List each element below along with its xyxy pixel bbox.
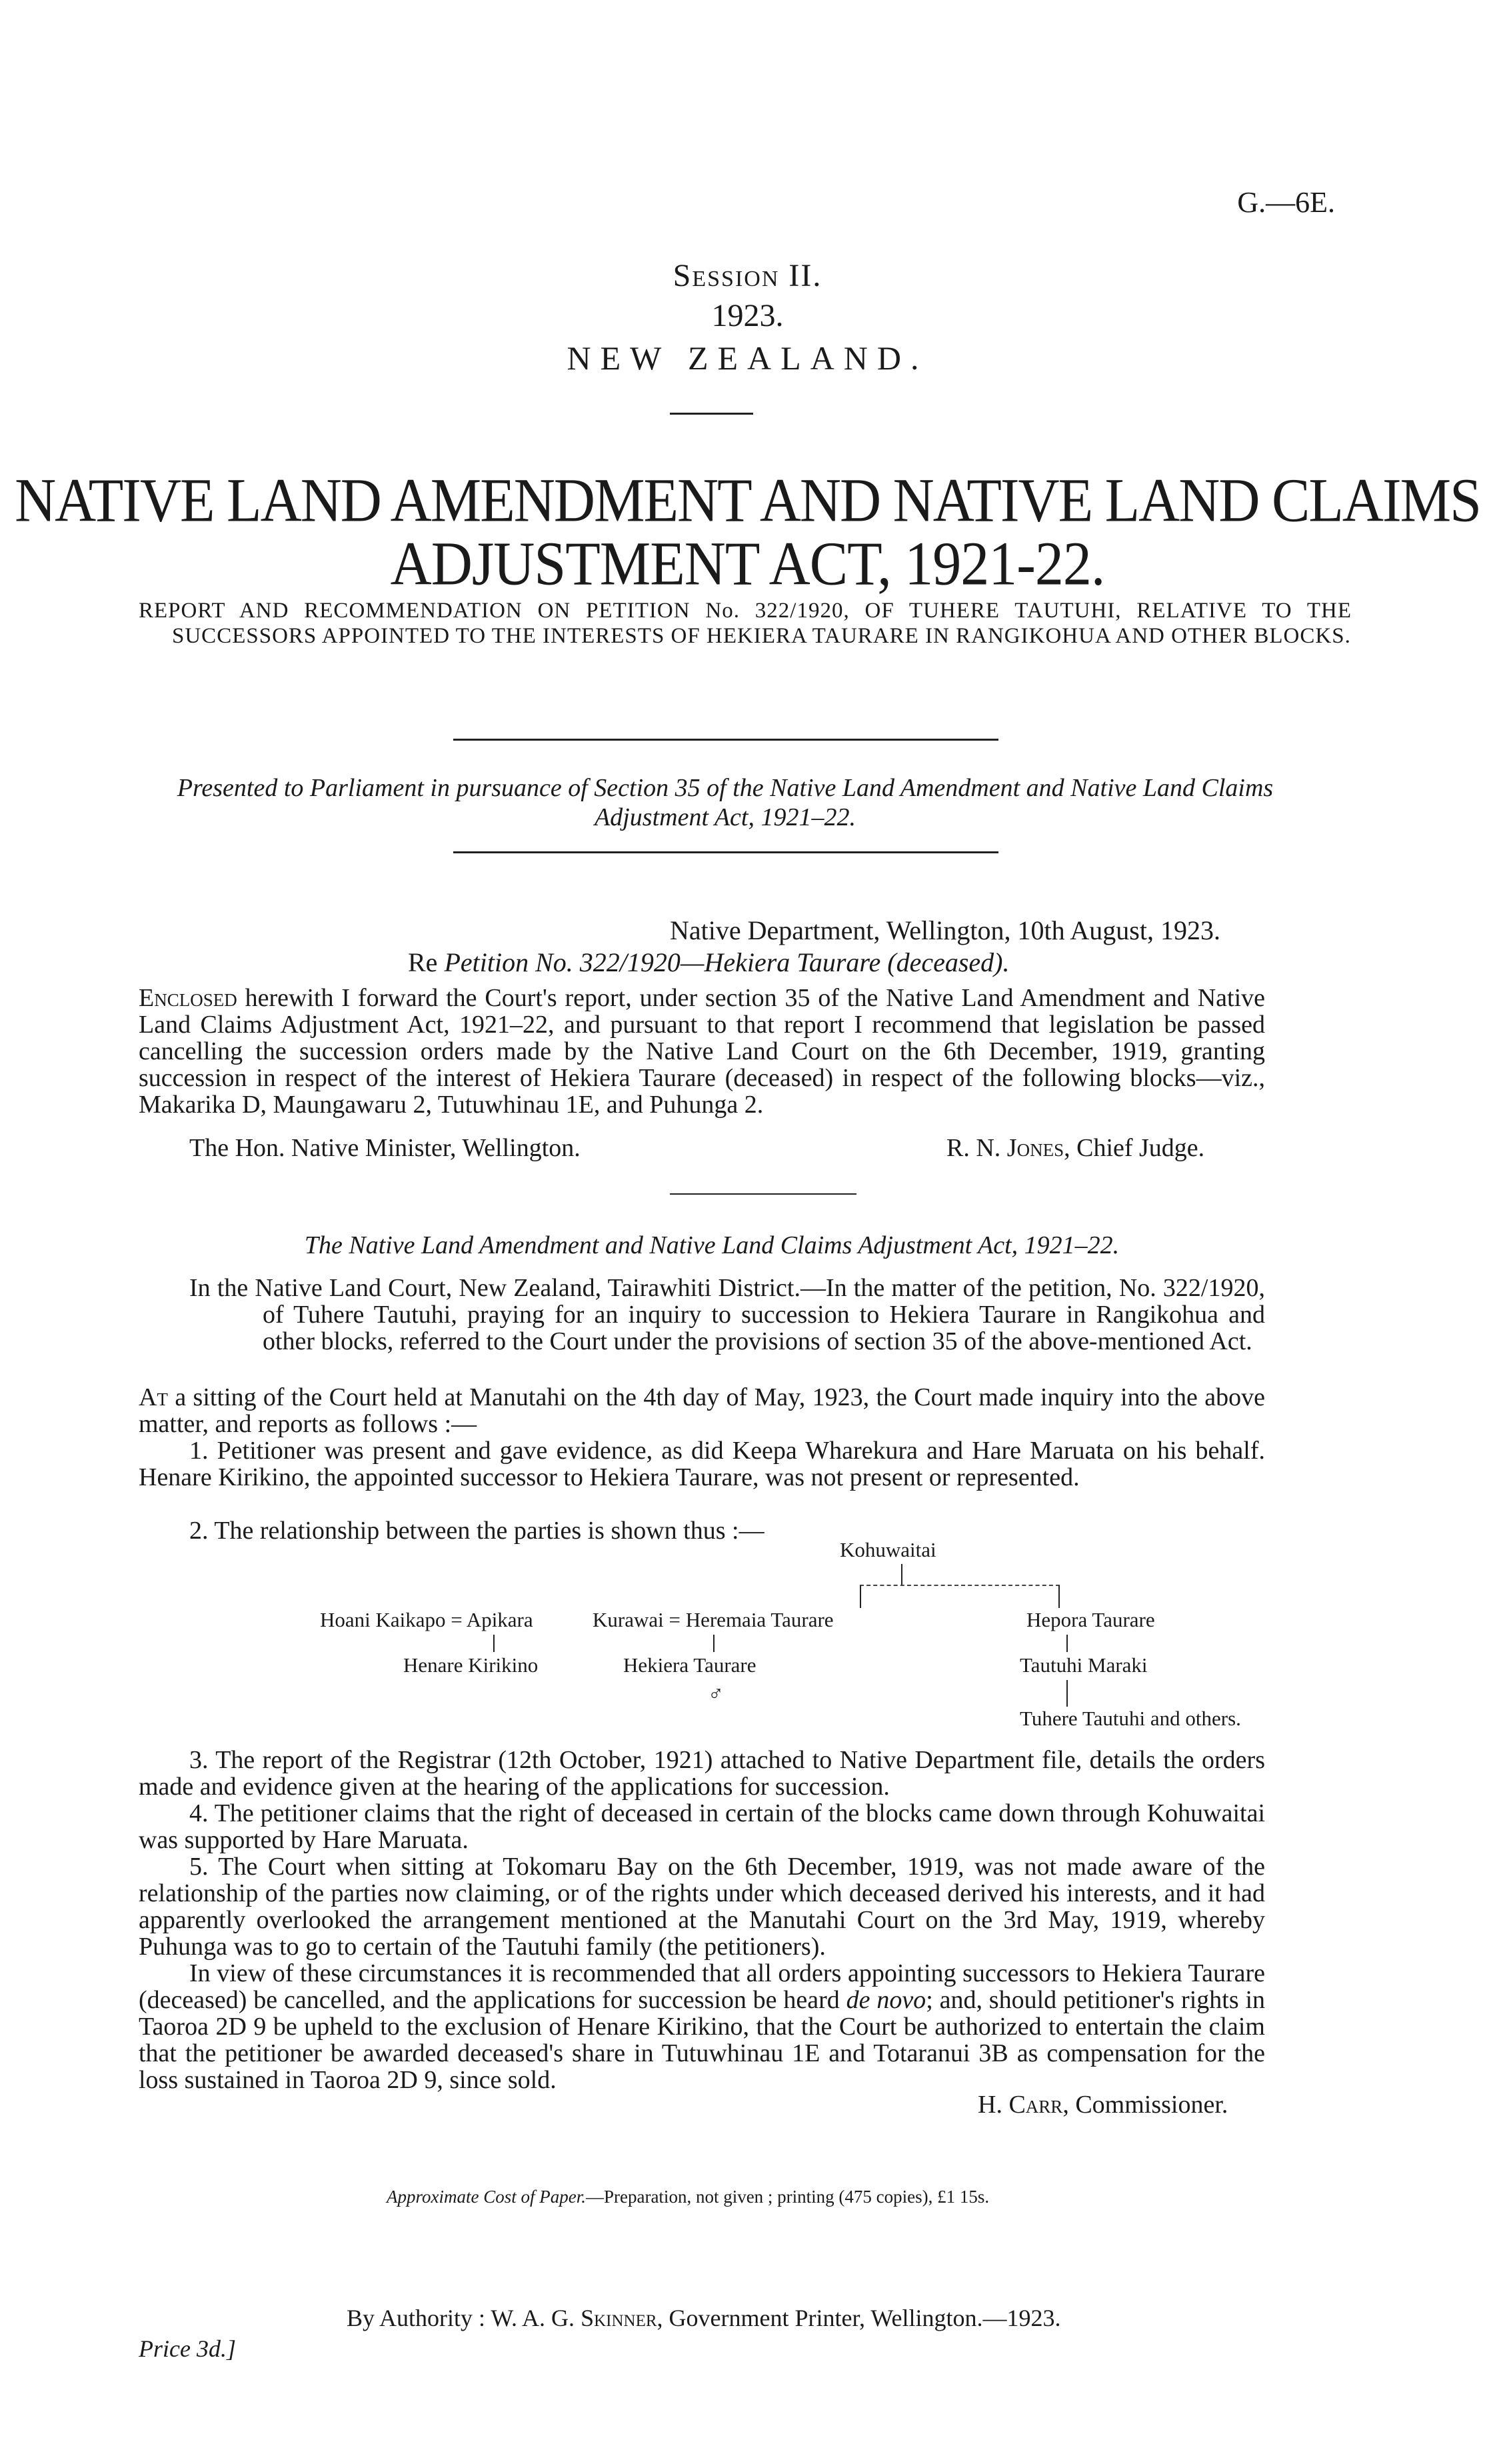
genealogy-g1-b: Kurawai = Heremaia Taurare (593, 1608, 834, 1631)
re-subject: Petition No. 322/1920—Hekiera Taurare (deceased). (444, 947, 1010, 977)
signatory-initials: R. N. (946, 1134, 1001, 1162)
year-label: 1923. (711, 298, 784, 333)
report-item-2: 2. The relationship between the parties is shown thus :— (189, 1517, 764, 1545)
genealogy-stem-a (493, 1635, 495, 1652)
commissioner-signature (978, 2090, 1228, 2119)
genealogy-g2-b: Hekiera Taurare (623, 1653, 756, 1677)
signatory-title: , Chief Judge. (1064, 1134, 1205, 1162)
country-label: NEW ZEALAND. (567, 339, 928, 377)
signatory-name: Jones (1006, 1134, 1064, 1162)
report-item-1: 1. Petitioner was present and gave evidence, as did Keepa Wharekura and Hare Maruata on his behalf. Henare Kirikino, the appointed successor to Hekiera Taurare, was not present or represented. (139, 1437, 1265, 1491)
re-prefix: Re (408, 947, 438, 977)
genealogy-branch-b (860, 1585, 861, 1608)
sitting-rest: a sitting of the Court held at Manutahi on the 4th day of May, 1923, the Court made inquiry into the above matter, and reports as follows :— (139, 1383, 1265, 1438)
genealogy-root: Kohuwaitai (840, 1538, 936, 1561)
cost-text: —Preparation, not given ; printing (475 copies), £1 15s. (585, 2187, 990, 2207)
authority-name: Skinner (581, 2305, 657, 2331)
cost-of-paper (387, 2187, 989, 2207)
sitting-first-words: At (139, 1383, 168, 1411)
court-sitting (139, 1384, 1265, 1437)
document-title-line2: ADJUSTMENT ACT, 1921-22. (390, 529, 1105, 598)
document-subtitle: REPORT AND RECOMMENDATION ON PETITION No. 322/1920, OF TUHERE TAUTUHI, RELATIVE TO THE SUCCESSORS APPOINTED TO THE INTERESTS OF HEKIERA TAURARE IN RANGIKOHUA AND OTHER BLOCKS. (139, 599, 1352, 648)
authority-prefix: By Authority : W. A. G. (347, 2305, 575, 2331)
report-item-3: 3. The report of the Registrar (12th October, 1921) attached to Native Department file, details the orders made and evidence given at the hearing of the applications for succession. (139, 1746, 1265, 1801)
letter-body-text: herewith I forward the Court's report, under section 35 of the Native Land Amendment and Native Land Claims Adjustment Act, 1921–22, and pursuant to that report I recommend that legislation be passed cancelling the succession orders made by the Native Land Court on the 6th December, 1919, granting succession in respect of the interest of Hekiera Taurare (deceased) in respect of the following blocks—viz., Makarika D, Maungawaru 2, Tutuwhinau 1E, and Puhunga 2. (139, 984, 1266, 1119)
report-recommendation (139, 1960, 1265, 2093)
genealogy-sibling-bar (860, 1585, 1060, 1586)
commissioner-name: Carr (1008, 2091, 1063, 2119)
recommendation-text-a: In view of these circumstances it is recommended that all orders appointing successors to Hekiera Taurare (deceased) be cancelled, and the applications for succession be heard (139, 1959, 1265, 2014)
genealogy-g1-c: Hepora Taurare (1026, 1608, 1155, 1631)
document-title-line1: NATIVE LAND AMENDMENT AND NATIVE LAND CLAIMS (15, 465, 1480, 535)
report-item-5: 5. The Court when sitting at Tokomaru Bay on the 6th December, 1919, was not made aware of the relationship of the parties now claiming, or of the rights under which deceased derived his interests, and it had apparently overlooked the arrangement mentioned at the Manutahi Court on the 3rd May, 1919, whereby Puhunga was to go to certain of the Tautuhi family (the petitioners). (139, 1853, 1265, 1961)
letter-dateline: Native Department, Wellington, 10th August, 1923. (670, 915, 1220, 945)
presented-divider (453, 851, 998, 853)
session-label: Session II. (673, 258, 822, 293)
court-matter: In the Native Land Court, New Zealand, Tairawhiti District.—In the matter of the petition, No. 322/1920, of Tuhere Tautuhi, praying for an inquiry to succession to Hekiera Taurare in Rangikohua and other blocks, referred to the Court under the provisions of section 35 of the above-mentioned Act. (189, 1274, 1265, 1355)
genealogy-g1-a: Hoani Kaikapo = Apikara (320, 1608, 533, 1631)
genealogy-root-stem (901, 1564, 902, 1585)
genealogy-stem-c2 (1066, 1680, 1068, 1707)
letter-body (139, 985, 1265, 1118)
genealogy-g3-c: Tuhere Tautuhi and others. (1020, 1707, 1241, 1730)
header-divider (670, 413, 753, 415)
report-item-4: 4. The petitioner claims that the right of deceased in certain of the blocks came down through Kohuwaitai was supported by Hare Maruata. (139, 1799, 1265, 1854)
letter-addressee: The Hon. Native Minister, Wellington. (189, 1134, 581, 1162)
letter-signature (946, 1133, 1204, 1163)
presented-note: Presented to Parliament in pursuance of Section 35 of the Native Land Amendment and Native Land Claims Adjustment Act, 1921–22. (177, 774, 1274, 831)
genealogy-g2-a: Henare Kirikino (403, 1653, 539, 1677)
letter-opening-word: Enclosed (139, 984, 237, 1012)
cost-label: Approximate Cost of Paper. (387, 2187, 586, 2207)
recommendation-text-b: ; and, should petitioner's rights in Taoroa 2D 9 be upheld to the exclusion of Henare Kirikino, that the Court be authorized to entertain the claim that the petitioner be awarded deceased's share in Tutuwhinau 1E and Totaranui 3B as compensation for the loss sustained in Taoroa 2D 9, since sold. (139, 1986, 1266, 2094)
recommendation-de-novo: de novo (846, 1986, 926, 2014)
letter-subject (408, 947, 1009, 978)
genealogy-stem-c (1066, 1635, 1068, 1652)
commissioner-title: , Commissioner. (1062, 2091, 1228, 2119)
letter-divider (670, 1193, 856, 1195)
genealogy-g2-b-mark: ♂ (708, 1681, 724, 1705)
title-divider (453, 739, 998, 741)
commissioner-initials: H. (978, 2091, 1002, 2119)
act-heading: The Native Land Amendment and Native Land Claims Adjustment Act, 1921–22. (304, 1231, 1120, 1259)
price-note: Price 3d.] (139, 2335, 236, 2362)
genealogy-g2-c: Tautuhi Maraki (1020, 1653, 1148, 1677)
genealogy-branch-c (1058, 1585, 1060, 1608)
genealogy-stem-b (713, 1635, 715, 1652)
authority-suffix: , Government Printer, Wellington.—1923. (657, 2305, 1061, 2331)
printer-authority (347, 2304, 1060, 2332)
paper-reference: G.—6E. (1237, 186, 1335, 219)
